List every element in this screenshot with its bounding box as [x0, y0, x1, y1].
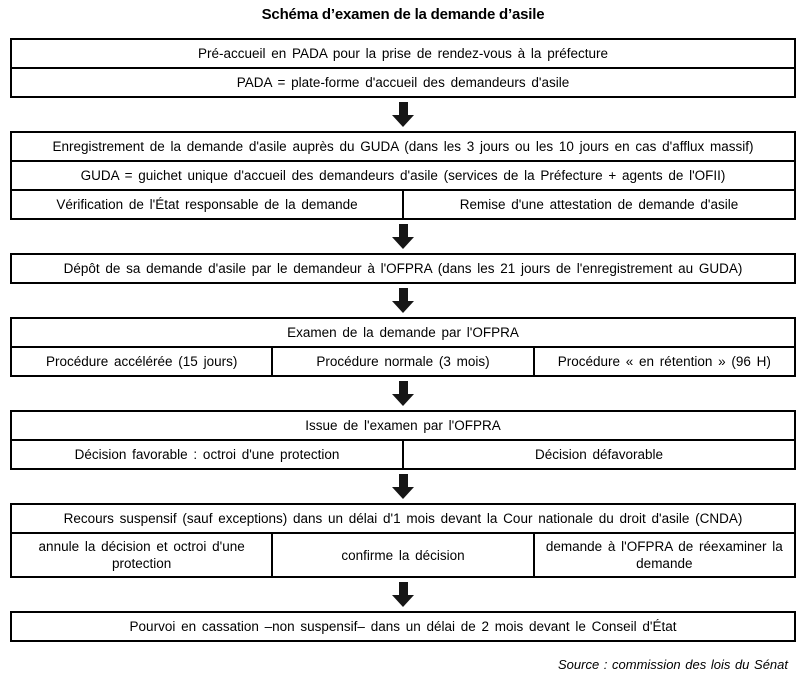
- flow-arrow-3: [10, 287, 796, 314]
- cell-procedure-acceleree: Procédure accélérée (15 jours): [45, 354, 238, 369]
- cell-demande-reexamen: demande à l'OFPRA de réexaminer la demande: [533, 534, 794, 576]
- cell-verification-etat: Vérification de l'État responsable de la demande: [56, 197, 358, 212]
- flow-arrow-5: [10, 473, 796, 500]
- flow-arrow-4: [10, 380, 796, 407]
- cell-decision-favorable: Décision favorable : octroi d'une protection: [74, 447, 340, 462]
- cell-remise-attestation: Remise d'une attestation de demande d'asile: [402, 191, 794, 218]
- down-arrow-icon: [392, 381, 414, 406]
- box-row: [12, 319, 794, 346]
- box-pre-accueil-pada: [10, 38, 796, 98]
- box-row: [12, 532, 794, 576]
- cell-pre-accueil: Pré-accueil en PADA pour la prise de rendez-vous à la préfecture: [198, 46, 608, 61]
- box-row: [12, 40, 794, 67]
- down-arrow-icon: [392, 288, 414, 313]
- down-arrow-icon: [392, 474, 414, 499]
- cell-decision-defavorable: Décision défavorable: [402, 441, 794, 468]
- box-row: [12, 255, 794, 282]
- cell-examen: Examen de la demande par l'OFPRA: [287, 325, 519, 340]
- cell-guda-definition: GUDA = guichet unique d'accueil des demandeurs d'asile (services de la Préfecture + agents de l'OFII): [80, 168, 726, 183]
- box-depot-ofpra: [10, 253, 796, 284]
- cell-annule-decision: annule la décision et octroi d'une protection: [38, 539, 245, 571]
- box-row: [12, 346, 794, 375]
- box-examen-ofpra: [10, 317, 796, 377]
- box-issue-examen: [10, 410, 796, 470]
- cell-confirme-decision: confirme la décision: [271, 534, 532, 576]
- down-arrow-icon: [392, 224, 414, 249]
- cell-procedure-normale: Procédure normale (3 mois): [271, 348, 532, 375]
- box-recours-cnda: [10, 503, 796, 578]
- box-pourvoi-cassation: [10, 611, 796, 642]
- box-row: [12, 613, 794, 640]
- cell-procedure-retention: Procédure « en rétention » (96 H): [533, 348, 794, 375]
- box-row: [12, 439, 794, 468]
- box-enregistrement-guda: [10, 131, 796, 220]
- down-arrow-icon: [392, 582, 414, 607]
- flow-arrow-1: [10, 101, 796, 128]
- cell-pada-definition: PADA = plate-forme d'accueil des demandeurs d'asile: [236, 75, 570, 90]
- cell-pourvoi: Pourvoi en cassation –non suspensif– dans un délai de 2 mois devant le Conseil d'État: [129, 619, 677, 634]
- flow-arrow-2: [10, 223, 796, 250]
- down-arrow-icon: [392, 102, 414, 127]
- cell-depot: Dépôt de sa demande d'asile par le demandeur à l'OFPRA (dans les 21 jours de l'enregistrement au GUDA): [63, 261, 743, 276]
- cell-enregistrement: Enregistrement de la demande d'asile auprès du GUDA (dans les 3 jours ou les 10 jours en cas d'afflux massif): [52, 139, 754, 154]
- cell-issue: Issue de l'examen par l'OFPRA: [305, 418, 501, 433]
- box-row: [12, 412, 794, 439]
- box-row: [12, 505, 794, 532]
- diagram-title: Schéma d’examen de la demande d’asile: [261, 6, 545, 23]
- box-row: [12, 133, 794, 160]
- box-row: [12, 160, 794, 189]
- box-row: [12, 189, 794, 218]
- flow-arrow-6: [10, 581, 796, 608]
- box-row: [12, 67, 794, 96]
- source-caption: Source : commission des lois du Sénat: [558, 657, 788, 672]
- cell-recours: Recours suspensif (sauf exceptions) dans un délai d'1 mois devant la Cour nationale du droit d'asile (CNDA): [63, 511, 743, 526]
